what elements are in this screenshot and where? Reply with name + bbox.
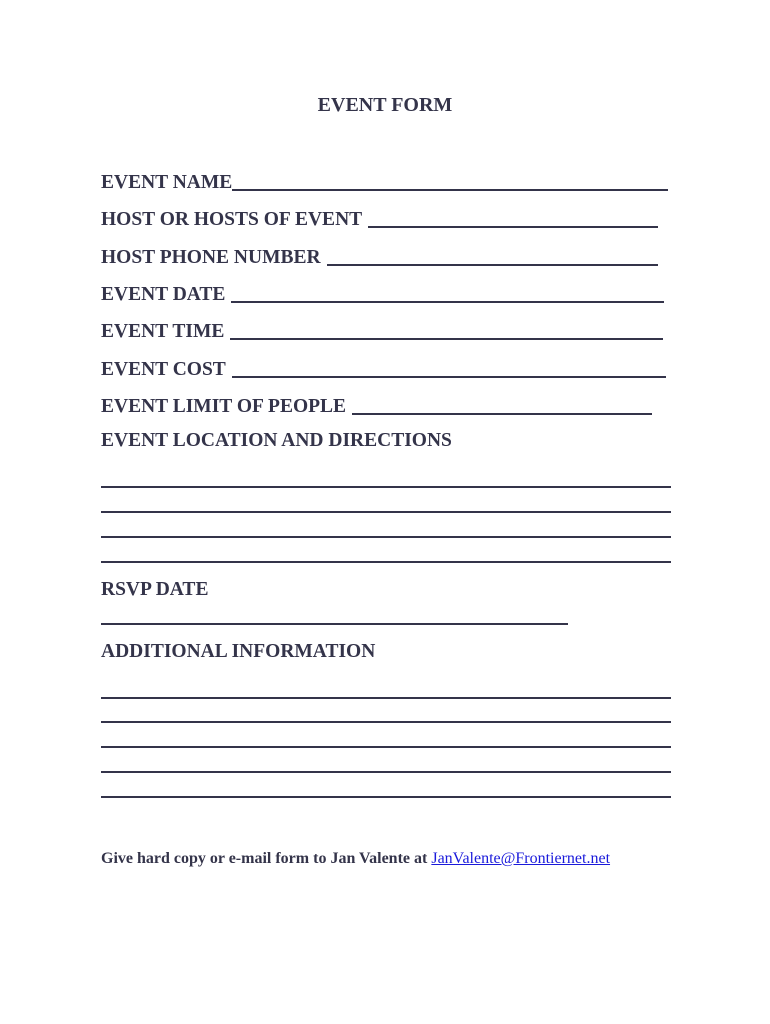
event-limit-label: EVENT LIMIT OF PEOPLE — [101, 396, 347, 417]
additional-info-heading: ADDITIONAL INFORMATION — [101, 641, 376, 662]
event-cost-field — [101, 355, 666, 381]
additional-line-4[interactable] — [101, 771, 671, 773]
event-date-blank[interactable] — [231, 301, 664, 303]
location-line-4[interactable] — [101, 561, 671, 563]
event-date-field — [101, 280, 664, 306]
location-line-2[interactable] — [101, 511, 671, 513]
hosts-field — [101, 205, 658, 231]
form-title: EVENT FORM — [317, 94, 453, 116]
host-phone-blank[interactable] — [327, 264, 658, 266]
hosts-label: HOST OR HOSTS OF EVENT — [101, 209, 363, 230]
host-phone-field — [101, 243, 658, 269]
footer-text: Give hard copy or e-mail form to Jan Valente at — [101, 850, 432, 867]
additional-line-2[interactable] — [101, 721, 671, 723]
event-name-label: EVENT NAME — [101, 172, 233, 193]
event-limit-field — [101, 392, 652, 418]
email-link[interactable]: JanValente@Frontiernet.net — [431, 850, 611, 867]
host-phone-label: HOST PHONE NUMBER — [101, 247, 321, 268]
additional-line-1[interactable] — [101, 697, 671, 699]
event-limit-blank[interactable] — [352, 413, 652, 415]
hosts-blank[interactable] — [368, 226, 658, 228]
additional-line-5[interactable] — [101, 796, 671, 798]
rsvp-heading: RSVP DATE — [101, 579, 209, 600]
event-name-field — [101, 168, 668, 194]
event-time-label: EVENT TIME — [101, 321, 225, 342]
event-time-blank[interactable] — [230, 338, 663, 340]
location-heading: EVENT LOCATION AND DIRECTIONS — [101, 430, 452, 451]
event-time-field — [101, 317, 663, 343]
event-name-blank[interactable] — [232, 189, 668, 191]
event-date-label: EVENT DATE — [101, 284, 226, 305]
location-line-3[interactable] — [101, 536, 671, 538]
location-line-1[interactable] — [101, 486, 671, 488]
rsvp-line[interactable] — [101, 623, 568, 625]
additional-line-3[interactable] — [101, 746, 671, 748]
footer-instructions — [101, 850, 610, 868]
event-cost-label: EVENT COST — [101, 359, 226, 380]
event-cost-blank[interactable] — [232, 376, 666, 378]
